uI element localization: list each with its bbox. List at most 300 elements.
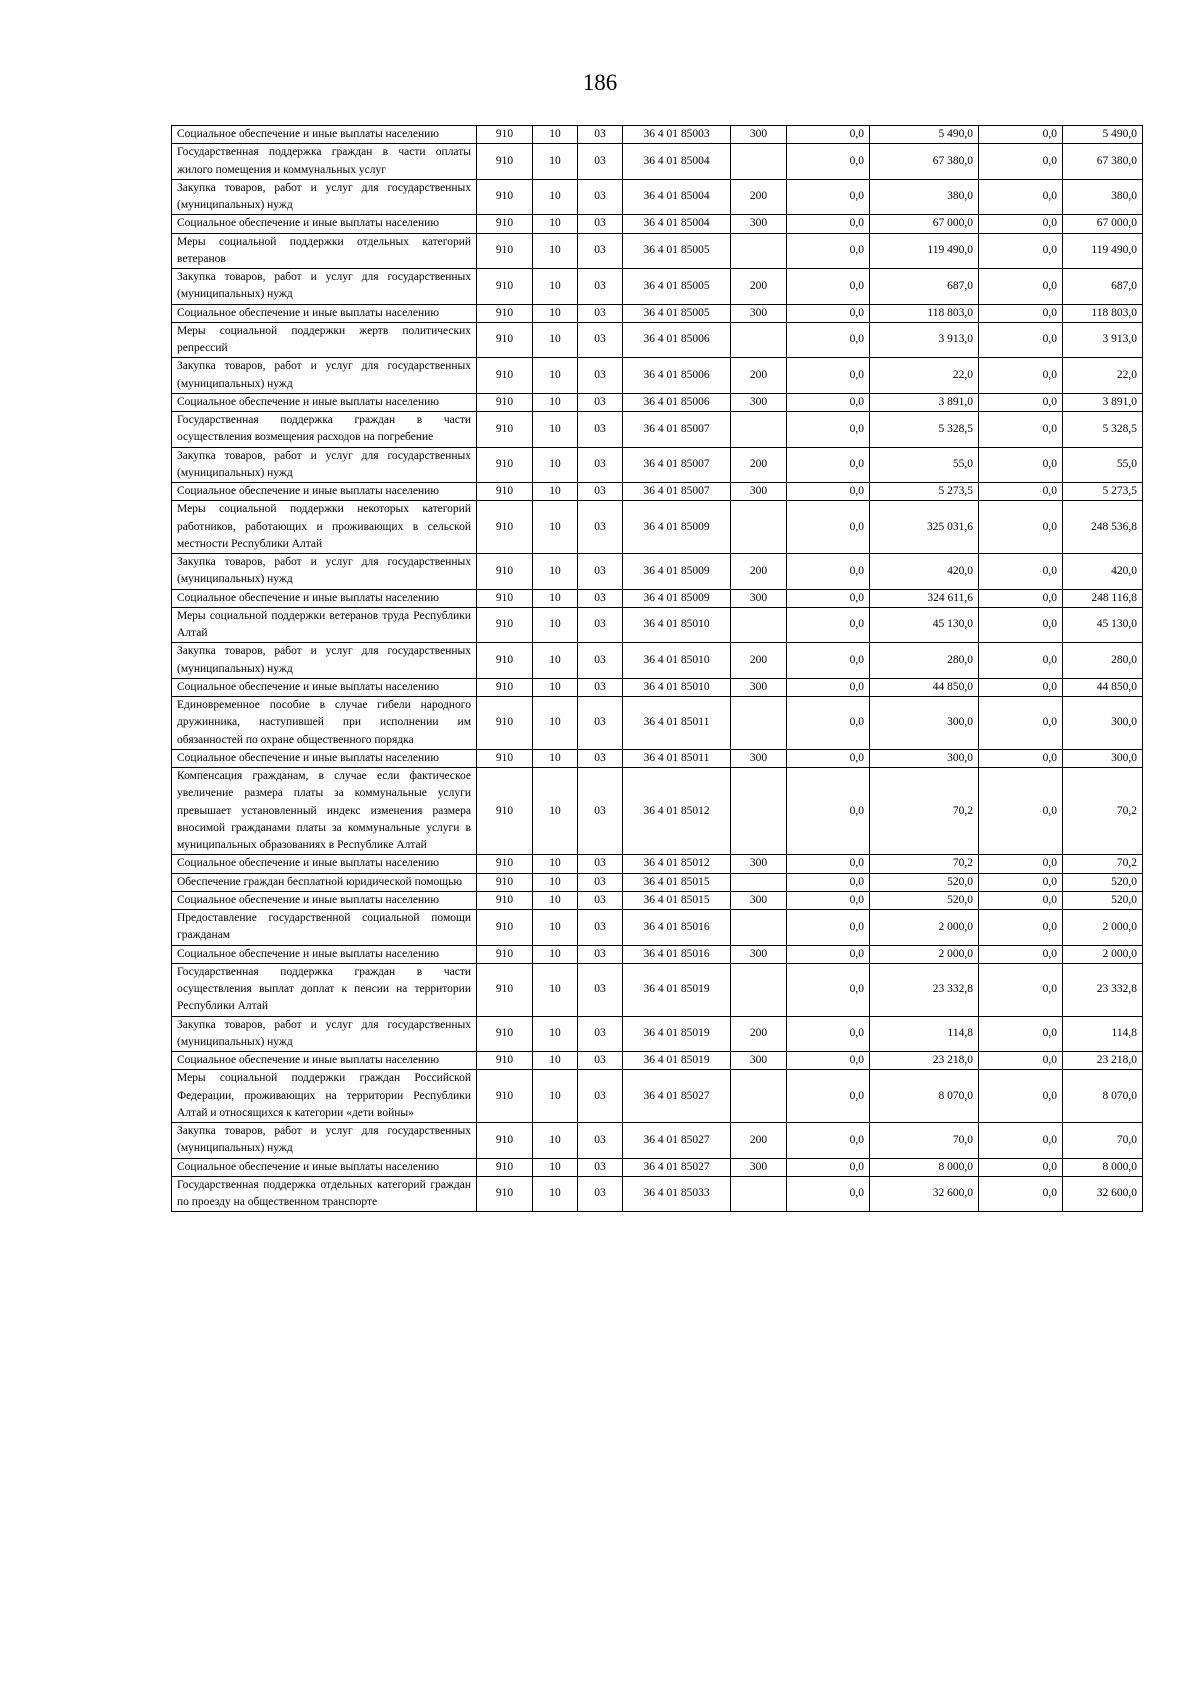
cell-subsection-code: 03: [578, 501, 623, 554]
cell-section-code: 10: [533, 144, 578, 180]
cell-subsection-code: 03: [578, 1070, 623, 1123]
table-row: [172, 1070, 1143, 1123]
cell-grbs-code: 910: [477, 554, 533, 590]
cell-subsection-code: 03: [578, 910, 623, 946]
cell-target-article: 36 4 01 85005: [623, 304, 731, 322]
cell-name: Закупка товаров, работ и услуг для государственных (муниципальных) нужд: [172, 447, 477, 483]
cell-subsection-code: 03: [578, 1052, 623, 1070]
cell-name: Закупка товаров, работ и услуг для государственных (муниципальных) нужд: [172, 269, 477, 305]
cell-amount-3: 0,0: [979, 126, 1063, 144]
budget-table: [171, 125, 1143, 1212]
cell-section-code: 10: [533, 1052, 578, 1070]
cell-expense-type: [731, 873, 787, 891]
cell-expense-type: 200: [731, 554, 787, 590]
cell-subsection-code: 03: [578, 1123, 623, 1159]
cell-section-code: 10: [533, 945, 578, 963]
cell-subsection-code: 03: [578, 412, 623, 448]
table-row: [172, 589, 1143, 607]
cell-expense-type: 200: [731, 269, 787, 305]
cell-grbs-code: 910: [477, 768, 533, 855]
cell-amount-4: 520,0: [1063, 873, 1143, 891]
cell-amount-4: 300,0: [1063, 697, 1143, 750]
cell-expense-type: [731, 697, 787, 750]
cell-expense-type: [731, 910, 787, 946]
cell-amount-3: 0,0: [979, 179, 1063, 215]
cell-amount-3: 0,0: [979, 1123, 1063, 1159]
cell-grbs-code: 910: [477, 873, 533, 891]
cell-subsection-code: 03: [578, 483, 623, 501]
cell-name: Социальное обеспечение и иные выплаты населению: [172, 891, 477, 909]
cell-name: Социальное обеспечение и иные выплаты населению: [172, 678, 477, 696]
cell-target-article: 36 4 01 85027: [623, 1070, 731, 1123]
cell-subsection-code: 03: [578, 322, 623, 358]
cell-expense-type: [731, 412, 787, 448]
cell-amount-3: 0,0: [979, 873, 1063, 891]
cell-target-article: 36 4 01 85004: [623, 215, 731, 233]
cell-amount-4: 44 850,0: [1063, 678, 1143, 696]
cell-name: Меры социальной поддержки некоторых категорий работников, работающих и проживающих в сельской местности Республики Алтай: [172, 501, 477, 554]
cell-amount-2: 2 000,0: [870, 910, 979, 946]
cell-amount-2: 5 273,5: [870, 483, 979, 501]
cell-amount-3: 0,0: [979, 393, 1063, 411]
cell-grbs-code: 910: [477, 607, 533, 643]
cell-amount-1: 0,0: [787, 891, 870, 909]
cell-grbs-code: 910: [477, 269, 533, 305]
cell-amount-1: 0,0: [787, 1176, 870, 1212]
cell-amount-3: 0,0: [979, 643, 1063, 679]
cell-target-article: 36 4 01 85016: [623, 945, 731, 963]
cell-grbs-code: 910: [477, 501, 533, 554]
table-row: [172, 393, 1143, 411]
cell-expense-type: 300: [731, 855, 787, 873]
cell-amount-1: 0,0: [787, 144, 870, 180]
cell-expense-type: 200: [731, 179, 787, 215]
cell-subsection-code: 03: [578, 179, 623, 215]
cell-expense-type: 200: [731, 358, 787, 394]
cell-amount-3: 0,0: [979, 910, 1063, 946]
cell-amount-3: 0,0: [979, 215, 1063, 233]
cell-amount-3: 0,0: [979, 1052, 1063, 1070]
cell-amount-3: 0,0: [979, 749, 1063, 767]
cell-section-code: 10: [533, 1176, 578, 1212]
cell-section-code: 10: [533, 483, 578, 501]
cell-subsection-code: 03: [578, 963, 623, 1016]
cell-amount-2: 3 891,0: [870, 393, 979, 411]
cell-amount-1: 0,0: [787, 749, 870, 767]
cell-section-code: 10: [533, 269, 578, 305]
cell-expense-type: 200: [731, 1123, 787, 1159]
cell-name: Закупка товаров, работ и услуг для государственных (муниципальных) нужд: [172, 1123, 477, 1159]
cell-amount-2: 5 490,0: [870, 126, 979, 144]
cell-amount-1: 0,0: [787, 768, 870, 855]
cell-target-article: 36 4 01 85027: [623, 1158, 731, 1176]
cell-amount-3: 0,0: [979, 1176, 1063, 1212]
cell-grbs-code: 910: [477, 855, 533, 873]
cell-amount-4: 8 000,0: [1063, 1158, 1143, 1176]
cell-expense-type: 300: [731, 749, 787, 767]
cell-section-code: 10: [533, 501, 578, 554]
table-row: [172, 1016, 1143, 1052]
cell-subsection-code: 03: [578, 1176, 623, 1212]
cell-grbs-code: 910: [477, 589, 533, 607]
cell-section-code: 10: [533, 768, 578, 855]
cell-target-article: 36 4 01 85005: [623, 233, 731, 269]
cell-amount-1: 0,0: [787, 697, 870, 750]
cell-target-article: 36 4 01 85010: [623, 678, 731, 696]
cell-amount-1: 0,0: [787, 1070, 870, 1123]
cell-expense-type: [731, 144, 787, 180]
cell-subsection-code: 03: [578, 643, 623, 679]
cell-amount-3: 0,0: [979, 233, 1063, 269]
cell-amount-2: 3 913,0: [870, 322, 979, 358]
cell-amount-1: 0,0: [787, 322, 870, 358]
cell-grbs-code: 910: [477, 483, 533, 501]
cell-target-article: 36 4 01 85010: [623, 643, 731, 679]
cell-expense-type: 200: [731, 1016, 787, 1052]
cell-amount-1: 0,0: [787, 393, 870, 411]
cell-name: Закупка товаров, работ и услуг для государственных (муниципальных) нужд: [172, 554, 477, 590]
cell-section-code: 10: [533, 1070, 578, 1123]
cell-amount-1: 0,0: [787, 873, 870, 891]
cell-name: Социальное обеспечение и иные выплаты населению: [172, 304, 477, 322]
table-row: [172, 1052, 1143, 1070]
cell-amount-2: 67 000,0: [870, 215, 979, 233]
cell-amount-4: 300,0: [1063, 749, 1143, 767]
table-row: [172, 412, 1143, 448]
cell-name: Предоставление государственной социальной помощи гражданам: [172, 910, 477, 946]
cell-name: Меры социальной поддержки граждан Российской Федерации, проживающих на территории Республики Алтай и относящихся к категории «дети войны»: [172, 1070, 477, 1123]
cell-name: Социальное обеспечение и иные выплаты населению: [172, 589, 477, 607]
cell-section-code: 10: [533, 891, 578, 909]
cell-target-article: 36 4 01 85011: [623, 697, 731, 750]
cell-amount-1: 0,0: [787, 304, 870, 322]
cell-section-code: 10: [533, 358, 578, 394]
cell-section-code: 10: [533, 1158, 578, 1176]
cell-amount-4: 3 891,0: [1063, 393, 1143, 411]
cell-expense-type: [731, 768, 787, 855]
cell-section-code: 10: [533, 322, 578, 358]
cell-expense-type: 300: [731, 393, 787, 411]
cell-section-code: 10: [533, 447, 578, 483]
cell-expense-type: 300: [731, 1052, 787, 1070]
cell-section-code: 10: [533, 215, 578, 233]
cell-section-code: 10: [533, 304, 578, 322]
cell-subsection-code: 03: [578, 126, 623, 144]
cell-amount-1: 0,0: [787, 1052, 870, 1070]
cell-grbs-code: 910: [477, 322, 533, 358]
cell-amount-2: 118 803,0: [870, 304, 979, 322]
cell-amount-2: 70,0: [870, 1123, 979, 1159]
cell-name: Социальное обеспечение и иные выплаты населению: [172, 749, 477, 767]
cell-amount-4: 2 000,0: [1063, 910, 1143, 946]
cell-amount-3: 0,0: [979, 768, 1063, 855]
cell-amount-2: 5 328,5: [870, 412, 979, 448]
cell-grbs-code: 910: [477, 144, 533, 180]
cell-amount-1: 0,0: [787, 501, 870, 554]
cell-section-code: 10: [533, 643, 578, 679]
cell-amount-1: 0,0: [787, 126, 870, 144]
cell-amount-3: 0,0: [979, 963, 1063, 1016]
table-row: [172, 945, 1143, 963]
table-row: [172, 501, 1143, 554]
cell-grbs-code: 910: [477, 447, 533, 483]
cell-amount-3: 0,0: [979, 1158, 1063, 1176]
cell-name: Социальное обеспечение и иные выплаты населению: [172, 1158, 477, 1176]
cell-amount-4: 5 490,0: [1063, 126, 1143, 144]
cell-amount-3: 0,0: [979, 589, 1063, 607]
cell-target-article: 36 4 01 85007: [623, 483, 731, 501]
cell-expense-type: 200: [731, 643, 787, 679]
table-row: [172, 233, 1143, 269]
cell-grbs-code: 910: [477, 945, 533, 963]
cell-amount-2: 8 070,0: [870, 1070, 979, 1123]
cell-subsection-code: 03: [578, 554, 623, 590]
cell-amount-4: 248 116,8: [1063, 589, 1143, 607]
cell-name: Закупка товаров, работ и услуг для государственных (муниципальных) нужд: [172, 358, 477, 394]
cell-target-article: 36 4 01 85015: [623, 891, 731, 909]
cell-grbs-code: 910: [477, 643, 533, 679]
cell-amount-2: 114,8: [870, 1016, 979, 1052]
cell-grbs-code: 910: [477, 1176, 533, 1212]
cell-amount-1: 0,0: [787, 358, 870, 394]
cell-section-code: 10: [533, 697, 578, 750]
cell-target-article: 36 4 01 85019: [623, 1016, 731, 1052]
cell-amount-1: 0,0: [787, 589, 870, 607]
cell-expense-type: 300: [731, 589, 787, 607]
cell-subsection-code: 03: [578, 749, 623, 767]
cell-name: Государственная поддержка граждан в части осуществления выплат доплат к пенсии на территории Республики Алтай: [172, 963, 477, 1016]
cell-grbs-code: 910: [477, 963, 533, 1016]
cell-amount-1: 0,0: [787, 412, 870, 448]
cell-amount-4: 687,0: [1063, 269, 1143, 305]
cell-target-article: 36 4 01 85010: [623, 607, 731, 643]
table-row: [172, 607, 1143, 643]
cell-grbs-code: 910: [477, 304, 533, 322]
cell-target-article: 36 4 01 85033: [623, 1176, 731, 1212]
cell-target-article: 36 4 01 85016: [623, 910, 731, 946]
cell-subsection-code: 03: [578, 215, 623, 233]
cell-grbs-code: 910: [477, 749, 533, 767]
table-row: [172, 873, 1143, 891]
cell-name: Социальное обеспечение и иные выплаты населению: [172, 126, 477, 144]
cell-amount-2: 23 332,8: [870, 963, 979, 1016]
table-row: [172, 483, 1143, 501]
table-row: [172, 643, 1143, 679]
table-row: [172, 891, 1143, 909]
cell-target-article: 36 4 01 85011: [623, 749, 731, 767]
cell-name: Закупка товаров, работ и услуг для государственных (муниципальных) нужд: [172, 179, 477, 215]
cell-amount-1: 0,0: [787, 855, 870, 873]
cell-subsection-code: 03: [578, 607, 623, 643]
cell-name: Социальное обеспечение и иные выплаты населению: [172, 1052, 477, 1070]
cell-section-code: 10: [533, 1123, 578, 1159]
cell-grbs-code: 910: [477, 215, 533, 233]
table-row: [172, 447, 1143, 483]
cell-amount-2: 70,2: [870, 855, 979, 873]
cell-subsection-code: 03: [578, 144, 623, 180]
cell-amount-2: 520,0: [870, 873, 979, 891]
table-row: [172, 1123, 1143, 1159]
cell-amount-4: 420,0: [1063, 554, 1143, 590]
table-row: [172, 749, 1143, 767]
cell-grbs-code: 910: [477, 1070, 533, 1123]
table-row: [172, 215, 1143, 233]
cell-name: Меры социальной поддержки жертв политических репрессий: [172, 322, 477, 358]
cell-amount-1: 0,0: [787, 910, 870, 946]
cell-amount-2: 8 000,0: [870, 1158, 979, 1176]
table-row: [172, 910, 1143, 946]
cell-amount-4: 5 328,5: [1063, 412, 1143, 448]
cell-amount-3: 0,0: [979, 607, 1063, 643]
table-row: [172, 179, 1143, 215]
cell-target-article: 36 4 01 85006: [623, 393, 731, 411]
cell-grbs-code: 910: [477, 1158, 533, 1176]
cell-amount-3: 0,0: [979, 891, 1063, 909]
table-row: [172, 126, 1143, 144]
cell-grbs-code: 910: [477, 1123, 533, 1159]
cell-subsection-code: 03: [578, 855, 623, 873]
cell-amount-3: 0,0: [979, 322, 1063, 358]
cell-amount-1: 0,0: [787, 483, 870, 501]
page-number: 186: [582, 70, 618, 95]
cell-target-article: 36 4 01 85007: [623, 447, 731, 483]
cell-amount-3: 0,0: [979, 697, 1063, 750]
cell-amount-3: 0,0: [979, 1070, 1063, 1123]
cell-amount-1: 0,0: [787, 269, 870, 305]
cell-amount-3: 0,0: [979, 269, 1063, 305]
cell-amount-4: 32 600,0: [1063, 1176, 1143, 1212]
cell-subsection-code: 03: [578, 1016, 623, 1052]
table-row: [172, 1158, 1143, 1176]
cell-target-article: 36 4 01 85007: [623, 412, 731, 448]
cell-section-code: 10: [533, 607, 578, 643]
cell-expense-type: 300: [731, 304, 787, 322]
cell-amount-2: 44 850,0: [870, 678, 979, 696]
cell-grbs-code: 910: [477, 179, 533, 215]
cell-target-article: 36 4 01 85019: [623, 963, 731, 1016]
cell-section-code: 10: [533, 963, 578, 1016]
cell-expense-type: 300: [731, 678, 787, 696]
cell-grbs-code: 910: [477, 910, 533, 946]
cell-name: Меры социальной поддержки ветеранов труда Республики Алтай: [172, 607, 477, 643]
cell-amount-4: 70,0: [1063, 1123, 1143, 1159]
cell-section-code: 10: [533, 412, 578, 448]
cell-section-code: 10: [533, 873, 578, 891]
cell-expense-type: [731, 322, 787, 358]
cell-amount-2: 67 380,0: [870, 144, 979, 180]
cell-amount-1: 0,0: [787, 945, 870, 963]
cell-name: Государственная поддержка граждан в части оплаты жилого помещения и коммунальных услуг: [172, 144, 477, 180]
cell-target-article: 36 4 01 85012: [623, 768, 731, 855]
cell-section-code: 10: [533, 233, 578, 269]
cell-expense-type: 300: [731, 483, 787, 501]
cell-target-article: 36 4 01 85005: [623, 269, 731, 305]
cell-section-code: 10: [533, 855, 578, 873]
cell-amount-4: 70,2: [1063, 768, 1143, 855]
table-row: [172, 963, 1143, 1016]
table-row: [172, 855, 1143, 873]
cell-amount-3: 0,0: [979, 447, 1063, 483]
cell-name: Меры социальной поддержки отдельных категорий ветеранов: [172, 233, 477, 269]
cell-section-code: 10: [533, 126, 578, 144]
cell-section-code: 10: [533, 678, 578, 696]
cell-amount-4: 67 380,0: [1063, 144, 1143, 180]
cell-subsection-code: 03: [578, 589, 623, 607]
cell-expense-type: 300: [731, 891, 787, 909]
cell-name: Закупка товаров, работ и услуг для государственных (муниципальных) нужд: [172, 643, 477, 679]
cell-subsection-code: 03: [578, 304, 623, 322]
cell-name: Социальное обеспечение и иные выплаты населению: [172, 393, 477, 411]
table-row: [172, 358, 1143, 394]
cell-amount-4: 3 913,0: [1063, 322, 1143, 358]
cell-grbs-code: 910: [477, 412, 533, 448]
cell-grbs-code: 910: [477, 697, 533, 750]
cell-target-article: 36 4 01 85009: [623, 589, 731, 607]
cell-amount-4: 114,8: [1063, 1016, 1143, 1052]
cell-grbs-code: 910: [477, 358, 533, 394]
cell-amount-4: 380,0: [1063, 179, 1143, 215]
cell-amount-1: 0,0: [787, 607, 870, 643]
cell-amount-2: 687,0: [870, 269, 979, 305]
cell-amount-3: 0,0: [979, 483, 1063, 501]
cell-amount-4: 70,2: [1063, 855, 1143, 873]
cell-amount-4: 67 000,0: [1063, 215, 1143, 233]
cell-amount-1: 0,0: [787, 1016, 870, 1052]
cell-amount-2: 2 000,0: [870, 945, 979, 963]
cell-amount-1: 0,0: [787, 963, 870, 1016]
cell-target-article: 36 4 01 85006: [623, 358, 731, 394]
cell-amount-3: 0,0: [979, 358, 1063, 394]
cell-amount-4: 520,0: [1063, 891, 1143, 909]
cell-expense-type: [731, 501, 787, 554]
cell-amount-1: 0,0: [787, 554, 870, 590]
cell-grbs-code: 910: [477, 1052, 533, 1070]
cell-target-article: 36 4 01 85004: [623, 179, 731, 215]
cell-expense-type: 300: [731, 945, 787, 963]
table-row: [172, 304, 1143, 322]
table-row: [172, 144, 1143, 180]
cell-grbs-code: 910: [477, 678, 533, 696]
cell-target-article: 36 4 01 85009: [623, 554, 731, 590]
cell-subsection-code: 03: [578, 678, 623, 696]
cell-name: Закупка товаров, работ и услуг для государственных (муниципальных) нужд: [172, 1016, 477, 1052]
table-row: [172, 322, 1143, 358]
cell-subsection-code: 03: [578, 1158, 623, 1176]
cell-target-article: 36 4 01 85027: [623, 1123, 731, 1159]
cell-amount-4: 118 803,0: [1063, 304, 1143, 322]
cell-name: Государственная поддержка граждан в части осуществления возмещения расходов на погребение: [172, 412, 477, 448]
cell-subsection-code: 03: [578, 233, 623, 269]
cell-amount-2: 22,0: [870, 358, 979, 394]
cell-section-code: 10: [533, 179, 578, 215]
budget-table-body: [172, 126, 1143, 1212]
cell-amount-3: 0,0: [979, 412, 1063, 448]
cell-subsection-code: 03: [578, 447, 623, 483]
cell-expense-type: 300: [731, 215, 787, 233]
cell-amount-1: 0,0: [787, 678, 870, 696]
cell-target-article: 36 4 01 85019: [623, 1052, 731, 1070]
cell-expense-type: [731, 607, 787, 643]
cell-grbs-code: 910: [477, 126, 533, 144]
cell-amount-4: 45 130,0: [1063, 607, 1143, 643]
cell-amount-2: 70,2: [870, 768, 979, 855]
cell-amount-1: 0,0: [787, 233, 870, 269]
cell-amount-4: 22,0: [1063, 358, 1143, 394]
cell-subsection-code: 03: [578, 768, 623, 855]
table-row: [172, 697, 1143, 750]
cell-grbs-code: 910: [477, 233, 533, 269]
cell-subsection-code: 03: [578, 873, 623, 891]
